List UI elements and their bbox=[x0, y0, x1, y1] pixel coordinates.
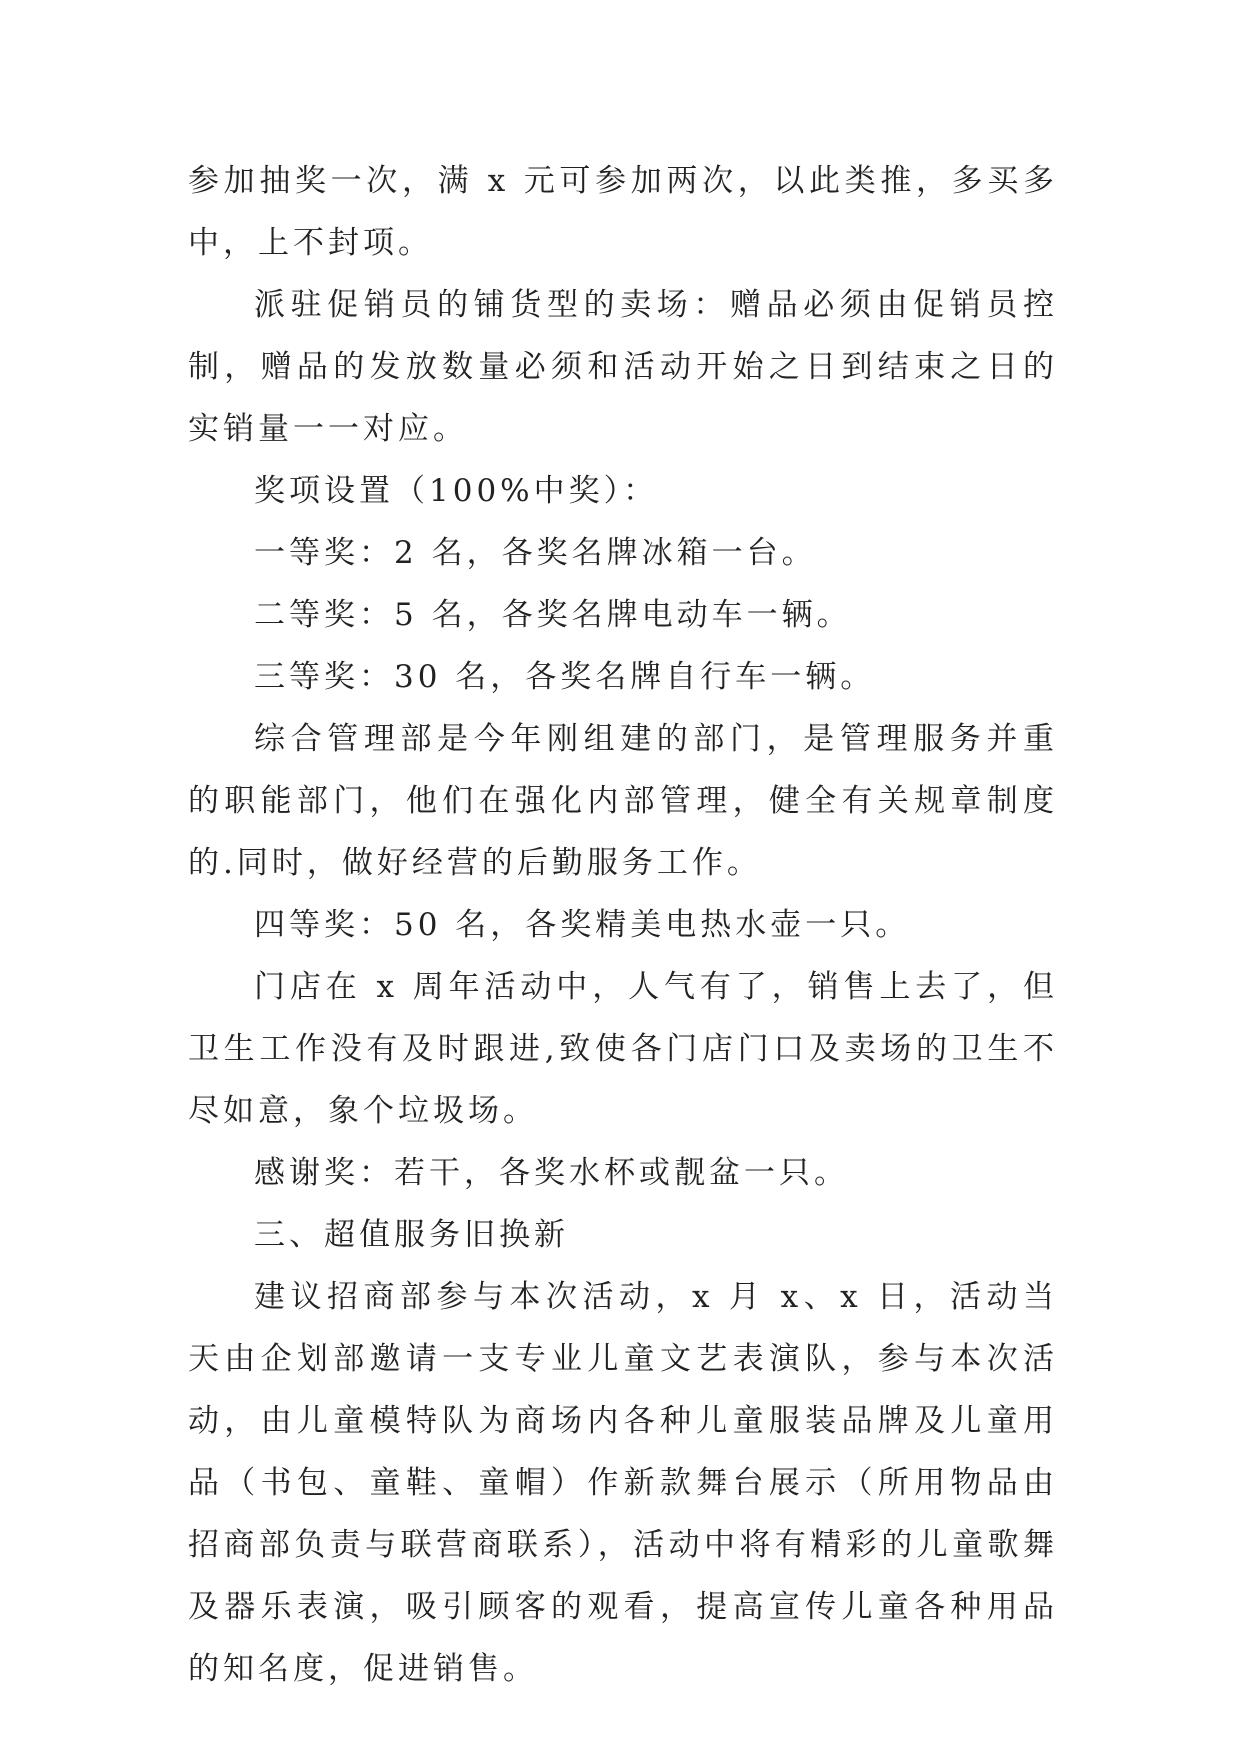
paragraph-store-hygiene: 门店在 x 周年活动中，人气有了，销售上去了，但卫生工作没有及时跟进,致使各门店门口及卖场的卫生不尽如意，象个垃圾场。 bbox=[188, 969, 1058, 1129]
paragraph-second-prize: 二等奖：5 名，各奖名牌电动车一辆。 bbox=[254, 597, 852, 633]
paragraph-fourth-prize: 四等奖：50 名，各奖精美电热水壶一只。 bbox=[254, 907, 911, 943]
paragraph-first-prize: 一等奖：2 名，各奖名牌冰箱一台。 bbox=[254, 535, 817, 571]
paragraph-children-event: 建议招商部参与本次活动，x 月 x、x 日，活动当天由企划部邀请一支专业儿童文艺表演队，参与本次活动，由儿童模特队为商场内各种儿童服装品牌及儿童用品（书包、童鞋、童帽）作新款舞台展示（所用物品由招商部负责与联营商联系），活动中将有精彩的儿童歌舞及器乐表演，吸引顾客的观看，提高宣传儿童各种用品的知名度，促进销售。 bbox=[188, 1279, 1058, 1687]
paragraph-section-heading: 三、超值服务旧换新 bbox=[254, 1217, 569, 1253]
document-body bbox=[188, 150, 1058, 1700]
paragraph-promoter-stores: 派驻促销员的铺货型的卖场：赠品必须由促销员控制，赠品的发放数量必须和活动开始之日到结束之日的实销量一一对应。 bbox=[188, 287, 1058, 447]
paragraph-third-prize: 三等奖：30 名，各奖名牌自行车一辆。 bbox=[254, 659, 876, 695]
paragraph-lottery-rule: 参加抽奖一次，满 x 元可参加两次，以此类推，多买多中，上不封项。 bbox=[188, 163, 1058, 261]
paragraph-prize-setup: 奖项设置（100%中奖）： bbox=[254, 473, 659, 509]
paragraph-thanks-prize: 感谢奖：若干，各奖水杯或靓盆一只。 bbox=[254, 1155, 849, 1191]
paragraph-management-dept: 综合管理部是今年刚组建的部门，是管理服务并重的职能部门，他们在强化内部管理，健全有关规章制度的.同时，做好经营的后勤服务工作。 bbox=[188, 721, 1058, 881]
